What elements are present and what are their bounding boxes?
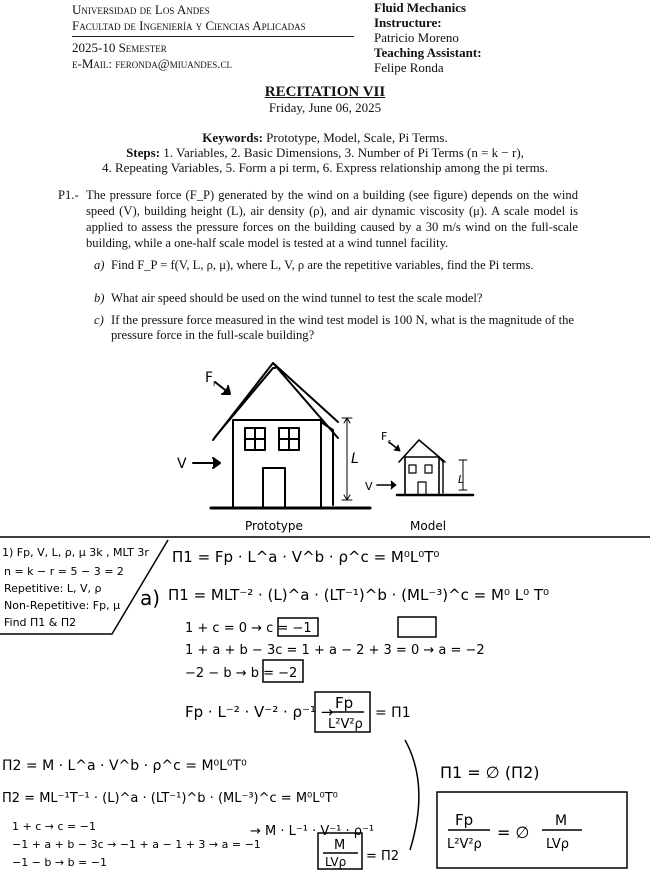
- model-height-label: L: [458, 473, 465, 486]
- problem-number: P1.-: [58, 188, 79, 202]
- header-right: [374, 0, 482, 75]
- part-b-label: b): [94, 291, 105, 305]
- pi-relation: Π1 = ∅ (Π2): [440, 763, 540, 782]
- pi2-definition: Π2 = M · L^a · V^b · ρ^c = M⁰L⁰T⁰: [2, 758, 247, 774]
- problem-statement: [58, 187, 578, 251]
- prototype-force-label: F: [205, 370, 214, 386]
- header-rule: [72, 36, 354, 37]
- model-window-left: [409, 465, 416, 473]
- keywords-text: Prototype, Model, Scale, Pi Terms.: [266, 130, 448, 145]
- pi1-result-numerator: Fp: [335, 694, 354, 712]
- email: e-Mail: feronda@miuandes.cl: [72, 56, 232, 71]
- given-line-3: Repetitive: L, V, ρ: [4, 582, 102, 595]
- pi1-result-denominator: L²V²ρ: [328, 717, 363, 732]
- pi1-result-expression: Fp · L⁻² · V⁻² · ρ⁻¹ →: [185, 703, 334, 721]
- page-title: RECITATION VII: [264, 84, 386, 100]
- final-rhs-denominator: LVρ: [546, 837, 569, 852]
- model-force-sub: r: [388, 438, 391, 446]
- model-label: Model: [410, 519, 447, 533]
- model-window-right: [425, 465, 432, 473]
- pi1-m-equation: 1 + c = 0 → c = −1: [185, 621, 312, 636]
- faculty-name: Facultad de Ingeniería y Ciencias Aplicadas: [72, 18, 306, 33]
- given-line-2: n = k − r = 5 − 3 = 2: [4, 565, 124, 578]
- pi2-t-equation: −1 − b → b = −1: [12, 856, 108, 869]
- model-door: [418, 482, 426, 495]
- keywords-label: Keywords:: [202, 130, 263, 145]
- ta-label: Teaching Assistant:: [374, 45, 482, 60]
- model-velocity-label: V: [365, 480, 373, 493]
- instructor-label: Instructure:: [374, 15, 442, 30]
- final-denominator: L²V²ρ: [447, 837, 482, 852]
- part-b: [94, 291, 574, 306]
- steps-line-1: [0, 145, 650, 161]
- pi1-l-equation: 1 + a + b − 3c = 1 + a − 2 + 3 = 0 → a = −2: [185, 643, 485, 658]
- pi2-result-expression: → M · L⁻¹ · V⁻¹ · ρ⁻¹: [250, 824, 375, 839]
- pi1-dimensions: Π1 = MLT⁻² · (L)^a · (LT⁻¹)^b · (ML⁻³)^c = M⁰ L⁰ T⁰: [168, 586, 550, 604]
- prototype-roof: [213, 363, 338, 440]
- model-roof: [399, 440, 445, 462]
- header-left: [72, 2, 354, 72]
- prototype-label: Prototype: [245, 519, 303, 533]
- instructor-name: Patricio Moreno: [374, 30, 459, 45]
- pi2-result-numerator: M: [334, 838, 346, 853]
- part-a-marker: a): [140, 586, 161, 610]
- given-line-5: Find Π1 & Π2: [4, 616, 77, 629]
- steps-line-2: 4. Repeating Variables, 5. Form a pi term, 6. Express relationship among the pi terms.: [101, 160, 548, 175]
- given-line-1: 1) Fp, V, L, ρ, μ 3k , MLT 3r: [2, 546, 149, 559]
- final-rhs-numerator: M: [555, 813, 568, 829]
- pi2-l-equation: −1 + a + b − 3c → −1 + a − 1 + 3 → a = −1: [12, 838, 261, 851]
- steps-text-1: 1. Variables, 2. Basic Dimensions, 3. Number of Pi Terms (n = k − r),: [163, 145, 524, 160]
- pi2-result-equals: = Π2: [366, 849, 400, 864]
- pi1-result-equals: = Π1: [375, 705, 411, 721]
- prototype-height-label: L: [351, 451, 359, 467]
- final-equals: = ∅: [497, 823, 530, 842]
- handwritten-solution: [0, 520, 650, 881]
- pi1-t-equation: −2 − b → b = −2: [185, 666, 298, 681]
- relation-bracket: [405, 740, 419, 850]
- building-figure: [175, 360, 485, 535]
- course-name: Fluid Mechanics: [374, 0, 467, 15]
- pi2-result-denominator: LVρ: [325, 855, 347, 869]
- prototype-force-sub: r: [213, 379, 217, 388]
- pi2-dimensions: Π2 = ML⁻¹T⁻¹ · (L)^a · (LT⁻¹)^b · (ML⁻³)^c = M⁰L⁰T⁰: [2, 791, 338, 806]
- date: Friday, June 06, 2025: [268, 100, 382, 115]
- given-line-4: Non-Repetitive: Fp, μ: [4, 599, 121, 612]
- part-a-text: Find F_P = f(V, L, ρ, μ), where L, V, ρ are the repetitive variables, find the Pi terms.: [111, 258, 534, 272]
- part-c-text: If the pressure force measured in the wind test model is 100 N, what is the magnitude of the pressure force in the full-scale building?: [111, 313, 574, 342]
- pi1-a-box: [398, 617, 436, 637]
- part-b-text: What air speed should be used on the wind tunnel to test the scale model?: [111, 291, 483, 305]
- prototype-door: [263, 468, 285, 508]
- model-force-label: F: [381, 430, 388, 443]
- university-name: Universidad de Los Andes: [72, 2, 210, 17]
- prototype-velocity-label: V: [177, 456, 187, 472]
- semester: 2025-10 Semester: [72, 40, 167, 55]
- keywords-line: [0, 130, 650, 146]
- prototype-wall: [233, 420, 321, 508]
- part-a: [94, 258, 574, 273]
- part-a-label: a): [94, 258, 105, 272]
- ta-name: Felipe Ronda: [374, 60, 444, 75]
- model-wall: [405, 457, 439, 495]
- steps-label: Steps:: [126, 145, 161, 160]
- part-c-label: c): [94, 313, 104, 327]
- final-numerator: Fp: [455, 811, 474, 829]
- part-c: [94, 313, 574, 343]
- problem-text: The pressure force (F_P) generated by the wind on a building (see figure) depends on the wind speed (V), building height (L), air density (ρ), and air dynamic viscosity (μ). A scale model is applied to assess the pressure forces on the building caused by a 30 m/s wind on the full-scale building, while a one-half scale model is tested at a wind tunnel facility.: [86, 188, 578, 250]
- pi1-definition: Π1 = Fp · L^a · V^b · ρ^c = M⁰L⁰T⁰: [172, 548, 440, 566]
- pi2-m-equation: 1 + c → c = −1: [12, 820, 96, 833]
